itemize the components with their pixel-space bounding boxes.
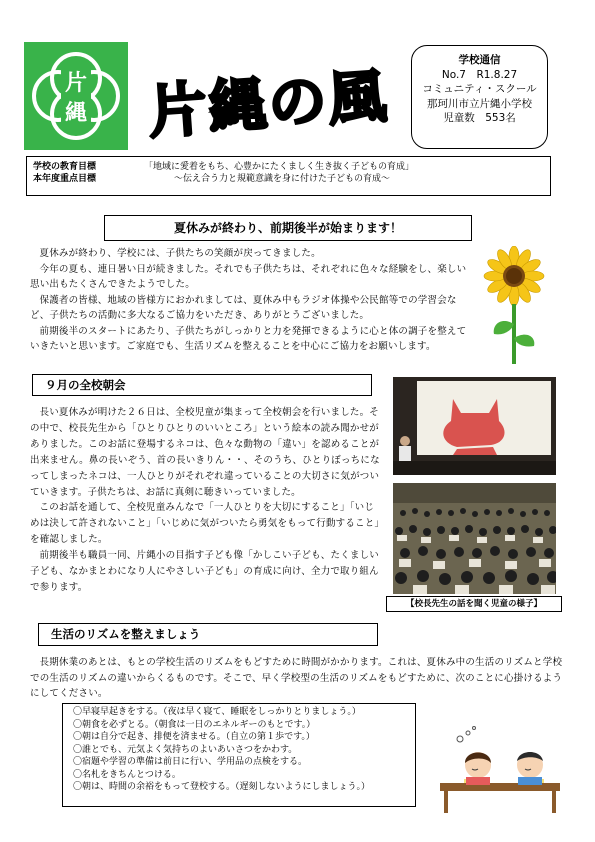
goal-label-2: 本年度重点目標 xyxy=(33,174,97,184)
school-goals-box xyxy=(26,156,551,196)
rule-item: 〇誰とでも、元気よく気持ちのよいあいさつをかわす。 xyxy=(73,744,298,755)
section3-body xyxy=(30,655,565,702)
goal-text-2: 〜伝え合う力と規範意識を身に付けた子どもの育成〜 xyxy=(174,174,391,184)
rule-item: 〇早寝早起きをする。（夜は早く寝て、睡眠をしっかりとりましょう。） xyxy=(73,707,361,717)
section3-paragraph: 長期休業のあとは、もとの学校生活のリズムをもどすために時間がかかります。これは、夏休み中の生活のリズムと学校での生活のリズムの違いからくるものです。そこで、早く学校型の生活のリズムをもどすために、次のことに心掛けるようにしてください。 xyxy=(30,657,563,699)
daily-rules-box xyxy=(62,703,416,807)
section2-heading: ９月の全校朝会 xyxy=(32,374,372,396)
section1-paragraph: 今年の夏も、連日暑い日が続きました。それでも子供たちは、それぞれに色々な経験をし、楽しい思い出もたくさんできたようでした。 xyxy=(30,263,467,290)
school-logo xyxy=(24,42,128,150)
sleepy-children-illustration xyxy=(440,725,560,815)
rule-item: 〇朝食を必ずとる。（朝食は一日のエネルギーのもとです。） xyxy=(73,719,316,730)
logo-char-1: 片 xyxy=(64,71,88,96)
info-line-type: コミュニティ・スクール xyxy=(422,83,537,95)
goal-label-1: 学校の教育目標 xyxy=(33,162,97,172)
info-line-issue: No.7 R1.8.27 xyxy=(441,68,518,81)
info-line-count: 児童数 553名 xyxy=(443,112,516,124)
section2-paragraph: このお話を通して、全校児童みんなで「一人ひとりを大切にすること」「いじめは決して許されないこと」「いじめに気がついたら勇気をもって行動すること」を確認しました。 xyxy=(30,502,380,546)
info-line-school: 那珂川市立片縄小学校 xyxy=(427,97,532,110)
goal-text-1: 「地域に愛着をもち、心豊かにたくましく生き抜く子どもの育成」 xyxy=(144,162,415,172)
rule-item: 〇名札をきちんとつける。 xyxy=(73,769,181,780)
sunflower-illustration xyxy=(478,246,550,366)
newsletter-title xyxy=(138,52,400,152)
rule-item: 〇朝は自分で起き、排便を済ませる。（自立の第１歩です。） xyxy=(73,732,315,742)
section1-heading: 夏休みが終わり、前期後半が始まります！ xyxy=(104,215,472,241)
section1-body xyxy=(30,246,474,355)
logo-char-2: 縄 xyxy=(64,101,88,126)
section1-paragraph: 前期後半のスタートにあたり、子供たちがしっかりと力を発揮できるように心と体の調子を整えていきたいと思います。ご家庭でも、生活リズムを整えることを中心にご協力をお願いします。 xyxy=(30,325,467,352)
photo-caption: 【校長先生の話を聞く児童の様子】 xyxy=(386,596,562,612)
section1-paragraph: 夏休みが終わり、学校には、子供たちの笑顔が戻ってきました。 xyxy=(39,248,321,259)
logo-emblem xyxy=(24,42,128,150)
title-text: 片縄の風 xyxy=(146,61,391,147)
section2-paragraph: 長い夏休みが明けた２６日は、全校児童が集まって全校朝会を行いました。その中で、校長先生から「ひとりひとりのいいところ」という絵本の読み聞かせがありました。このお話に登場するネコは、色々な動物の「違い」を認めることが出来ません。鼻の長いぞう、首の長いきりん・・、そのうち、ひとりぼっちになってしまったネコは、一人ひとりがそれぞれ違っていることの大切さに気がついていきます。子供たちは、お話に真剣に聴きいっていました。 xyxy=(30,407,380,498)
info-line-title: 学校通信 xyxy=(458,54,501,66)
issue-info-box xyxy=(411,45,548,149)
section2-paragraph: 前期後半も職員一同、片縄小の目指す子ども像「かしこい子ども、たくましい子ども、なかまとわになり人にやさしい子ども」の育成に向け、全力で取り組んで参ります。 xyxy=(30,550,380,593)
assembly-screen-photo xyxy=(393,377,556,475)
students-gym-photo xyxy=(393,483,556,594)
rule-item: 〇朝は、時間の余裕をもって登校する。（遅刻しないようにしましょう。） xyxy=(73,782,371,792)
section2-body xyxy=(30,405,380,596)
section1-paragraph: 保護者の皆様、地域の皆様方におかれましては、夏休み中もラジオ体操や公民館等での学習会など、子供たちの活動に多大なるご協力をいただき、ありがとうございました。 xyxy=(30,294,457,321)
rule-item: 〇宿題や学習の準備は前日に行い、学用品の点検をする。 xyxy=(73,757,308,767)
section3-heading: 生活のリズムを整えましょう xyxy=(38,623,378,646)
